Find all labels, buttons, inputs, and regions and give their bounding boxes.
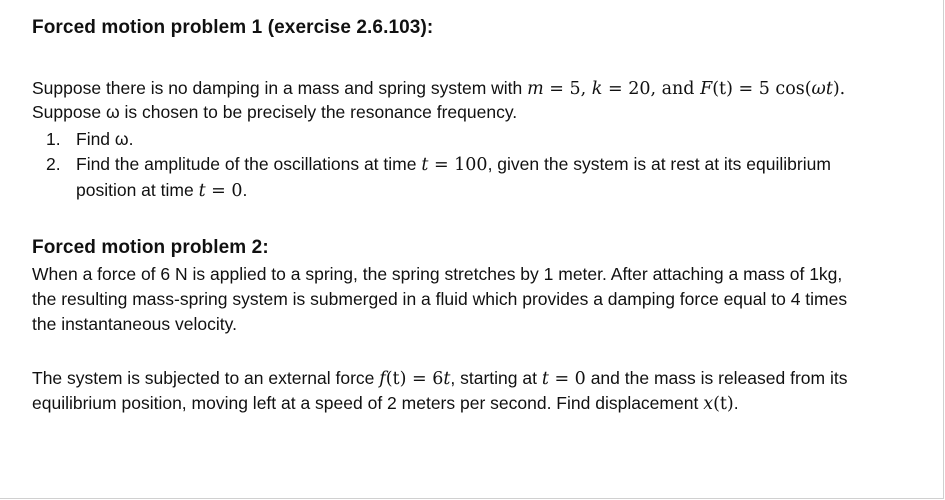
problem1-title: Forced motion problem 1 (exercise 2.6.103): xyxy=(32,17,434,38)
math-wt: ωt xyxy=(811,79,833,99)
math-arg: (t) xyxy=(385,369,407,389)
math-eq2: = 20, and xyxy=(602,79,701,99)
math-t: t xyxy=(443,369,451,389)
problem1-intro-line2: Suppose ω is chosen to be precisely the resonance frequency. xyxy=(32,102,518,122)
math-arg: (t) xyxy=(712,79,733,99)
item-text: position at time xyxy=(76,180,199,200)
math-t2: t xyxy=(541,369,549,389)
para-text: The system is subjected to an external force xyxy=(32,368,380,388)
math-k: k xyxy=(591,79,603,99)
item-number: 1. xyxy=(46,129,61,149)
problem1-item-2-line2 xyxy=(76,179,247,202)
para-end: . xyxy=(733,393,739,413)
math-F: F xyxy=(700,79,713,99)
math-m: m xyxy=(527,79,544,99)
para-text: equilibrium position, moving left at a speed of 2 meters per second. Find displacement xyxy=(32,393,704,413)
math-eq1: = 5, xyxy=(543,79,592,99)
item-end: . xyxy=(242,180,248,200)
problem2-para1-line1: When a force of 6 N is applied to a spring, the spring stretches by 1 meter. After attaching a mass of 1kg, xyxy=(32,264,843,284)
math-eq: = 0 xyxy=(205,181,243,201)
problem1-item-1 xyxy=(46,128,133,150)
problem2-para2-line1 xyxy=(32,367,847,390)
item-text: Find ω. xyxy=(76,129,134,149)
item-text: Find the amplitude of the oscillations at time xyxy=(76,154,422,174)
problem1-intro-line1 xyxy=(32,77,845,100)
math-x: x xyxy=(703,394,714,414)
problem1-item-2 xyxy=(46,153,831,176)
math-end: ). xyxy=(832,79,846,99)
intro-text: Suppose there is no damping in a mass and spring system with xyxy=(32,78,528,98)
math-eq2: = 0 xyxy=(548,369,586,389)
problem2-para2-line2 xyxy=(32,392,739,415)
math-eq: = 100 xyxy=(428,155,488,175)
problem2-para1-line3: the instantaneous velocity. xyxy=(32,314,237,334)
item-number: 2. xyxy=(46,154,61,174)
para-text-c: and the mass is released from its xyxy=(585,368,848,388)
problem2-para1-line2: the resulting mass-spring system is submerged in a fluid which provides a damping force equal to 4 times xyxy=(32,289,848,309)
problem2-title: Forced motion problem 2: xyxy=(32,237,269,258)
math-f: f xyxy=(379,369,386,389)
math-t: t xyxy=(421,155,429,175)
math-eq3: = 5 cos( xyxy=(732,79,812,99)
math-t: t xyxy=(198,181,206,201)
math-eq: = 6 xyxy=(406,369,444,389)
item-text-b: , given the system is at rest at its equilibrium xyxy=(487,154,831,174)
para-text-b: , starting at xyxy=(450,368,542,388)
math-arg: (t) xyxy=(713,394,734,414)
